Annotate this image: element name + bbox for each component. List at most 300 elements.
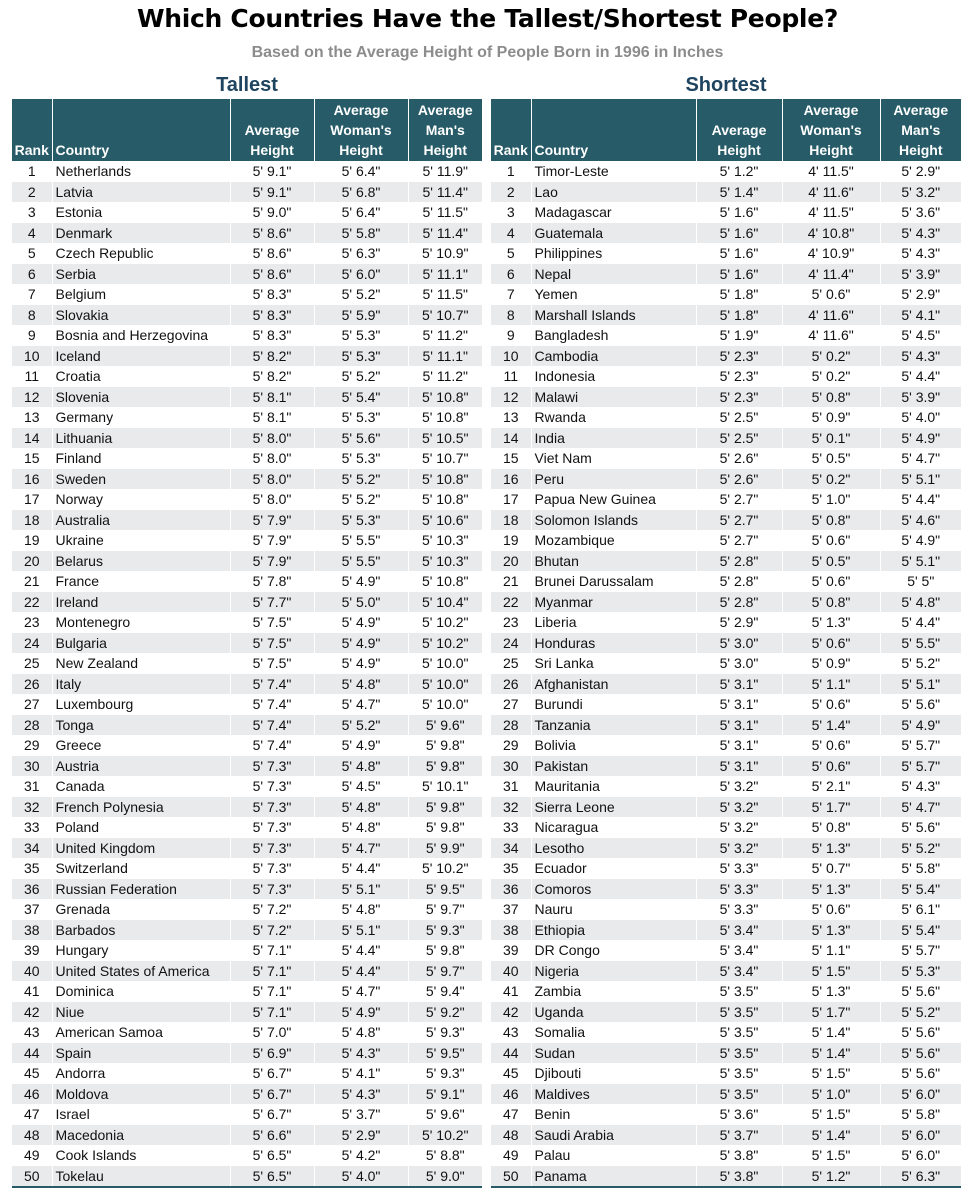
country-cell: Tonga [52,715,230,736]
average-height-cell: 5' 7.7" [230,592,314,613]
rank-cell: 5 [12,243,52,264]
average-height-cell: 5' 8.6" [230,223,314,244]
table-row [12,223,482,244]
woman-height-cell: 5' 0.6" [782,284,880,305]
average-height-cell: 5' 1.6" [696,243,782,264]
woman-height-cell: 5' 5.3" [314,407,408,428]
average-height-cell: 5' 7.3" [230,838,314,859]
country-cell: Sudan [531,1043,696,1064]
average-height-cell: 5' 1.9" [696,325,782,346]
average-height-cell: 5' 3.4" [696,961,782,982]
country-cell: Montenegro [52,612,230,633]
country-cell: Hungary [52,940,230,961]
woman-height-cell: 5' 5.2" [314,284,408,305]
man-height-cell: 5' 10.7" [421,450,469,466]
woman-height-cell: 5' 4.8" [314,817,408,838]
rank-cell: 33 [491,817,531,838]
man-height-cell: 5' 4.6" [901,511,941,528]
rank-cell: 32 [491,797,531,818]
column-header-rank: Rank [12,99,52,161]
rank-cell: 14 [12,428,52,449]
rank-cell: 30 [12,756,52,777]
average-height-cell: 5' 7.4" [230,694,314,715]
shortest-panel [491,72,961,1188]
man-height-cell: 5' 9.3" [425,1024,465,1040]
average-height-cell: 5' 7.3" [230,797,314,818]
man-height-cell: 5' 6.1" [901,901,941,917]
table-row [12,530,482,551]
woman-height-cell: 5' 0.6" [782,571,880,592]
country-cell: Rwanda [531,407,696,428]
average-height-cell: 5' 3.5" [696,1002,782,1023]
woman-height-cell: 5' 0.8" [782,510,880,531]
man-height-cell: 5' 9.2" [425,1003,465,1020]
man-height-cell: 5' 9.0" [425,1167,465,1184]
country-cell: Barbados [52,920,230,941]
country-cell: Benin [531,1104,696,1125]
woman-height-cell: 5' 6.4" [314,202,408,223]
rank-cell: 20 [491,551,531,572]
average-height-cell: 5' 7.4" [230,674,314,695]
table-row [491,674,961,695]
woman-height-cell: 5' 1.0" [782,489,880,510]
table-row [12,715,482,736]
man-height-cell: 5' 4.5" [901,327,941,343]
man-height-cell: 5' 5.5" [901,634,941,651]
average-height-cell: 5' 2.3" [696,387,782,408]
country-cell: Viet Nam [531,448,696,469]
country-cell: Ireland [52,592,230,613]
table-row [12,1104,482,1125]
rank-cell: 8 [491,305,531,326]
country-cell: Tokelau [52,1166,230,1187]
man-height-cell: 5' 5.2" [901,1003,941,1020]
rank-cell: 16 [491,469,531,490]
man-height-cell: 5' 10.6" [421,511,469,528]
country-cell: Liberia [531,612,696,633]
table-bottom-rule [491,1186,961,1188]
rank-cell: 33 [12,817,52,838]
average-height-cell: 5' 9.0" [230,202,314,223]
woman-height-cell: 5' 5.2" [314,469,408,490]
table-row [491,1063,961,1084]
table-row [12,756,482,777]
table-header-row [491,99,961,161]
table-row [491,387,961,408]
man-height-cell: 5' 10.8" [421,573,469,589]
rank-cell: 17 [491,489,531,510]
country-cell: Papua New Guinea [531,489,696,510]
man-height-cell: 5' 10.0" [421,675,469,692]
average-height-cell: 5' 1.6" [696,223,782,244]
table-row [491,920,961,941]
tallest-table [12,99,482,1186]
man-height-cell: 5' 4.9" [901,429,941,446]
man-height-cell: 5' 10.4" [421,593,469,610]
rank-cell: 7 [491,284,531,305]
woman-height-cell: 5' 4.2" [314,1145,408,1166]
woman-height-cell: 5' 4.9" [314,633,408,654]
woman-height-cell: 5' 1.3" [782,981,880,1002]
table-row [491,981,961,1002]
rank-cell: 24 [12,633,52,654]
man-height-cell: 5' 4.3" [901,347,941,364]
table-row [12,510,482,531]
country-cell: Philippines [531,243,696,264]
average-height-cell: 5' 7.1" [230,981,314,1002]
rank-cell: 42 [491,1002,531,1023]
table-row [491,756,961,777]
table-row [491,284,961,305]
man-height-cell: 5' 5.4" [901,880,941,897]
man-height-cell: 5' 3.9" [901,388,941,405]
rank-cell: 45 [12,1063,52,1084]
average-height-cell: 5' 8.3" [230,305,314,326]
man-height-cell: 5' 5.1" [901,552,941,569]
rank-cell: 31 [12,776,52,797]
country-cell: Mozambique [531,530,696,551]
rank-cell: 39 [491,940,531,961]
rank-cell: 48 [12,1125,52,1146]
rank-cell: 34 [12,838,52,859]
country-cell: Belgium [52,284,230,305]
man-height-cell: 5' 10.2" [421,634,469,651]
man-height-cell: 5' 3.9" [901,265,941,282]
man-height-cell: 5' 11.5" [422,204,469,220]
country-cell: United States of America [52,961,230,982]
rank-cell: 43 [12,1022,52,1043]
woman-height-cell: 5' 0.6" [782,756,880,777]
rank-cell: 36 [12,879,52,900]
average-height-cell: 5' 3.5" [696,1043,782,1064]
man-height-cell: 5' 10.9" [421,245,469,261]
average-height-cell: 5' 8.2" [230,346,314,367]
rank-cell: 26 [12,674,52,695]
table-row [12,1063,482,1084]
rank-cell: 27 [491,694,531,715]
average-height-cell: 5' 9.1" [230,182,314,203]
country-cell: Bosnia and Herzegovina [52,325,230,346]
country-cell: Dominica [52,981,230,1002]
average-height-cell: 5' 6.5" [230,1145,314,1166]
woman-height-cell: 5' 0.6" [782,899,880,920]
woman-height-cell: 5' 0.6" [782,735,880,756]
table-row [491,182,961,203]
country-cell: Brunei Darussalam [531,571,696,592]
average-height-cell: 5' 3.8" [696,1145,782,1166]
average-height-cell: 5' 9.1" [230,161,314,182]
rank-cell: 3 [12,202,52,223]
average-height-cell: 5' 1.8" [696,284,782,305]
woman-height-cell: 5' 1.4" [782,715,880,736]
woman-height-cell: 5' 4.9" [314,571,408,592]
average-height-cell: 5' 3.4" [696,940,782,961]
table-row [491,161,961,182]
woman-height-cell: 5' 6.4" [314,161,408,182]
woman-height-cell: 5' 5.5" [314,530,408,551]
woman-height-cell: 5' 4.8" [314,1022,408,1043]
average-height-cell: 5' 7.2" [230,920,314,941]
woman-height-cell: 5' 6.3" [314,243,408,264]
country-cell: Australia [52,510,230,531]
rank-cell: 37 [12,899,52,920]
woman-height-cell: 5' 1.5" [782,1063,880,1084]
country-cell: Peru [531,469,696,490]
average-height-cell: 5' 3.5" [696,1022,782,1043]
country-cell: Mauritania [531,776,696,797]
table-row [12,387,482,408]
table-row [491,448,961,469]
average-height-cell: 5' 2.3" [696,346,782,367]
table-row [491,366,961,387]
woman-height-cell: 5' 1.2" [782,1166,880,1187]
rank-cell: 28 [491,715,531,736]
country-cell: Nicaragua [531,817,696,838]
woman-height-cell: 4' 11.4" [782,264,880,285]
table-row [491,530,961,551]
country-cell: Bhutan [531,551,696,572]
man-height-cell: 5' 10.0" [421,696,469,712]
table-row [12,1125,482,1146]
man-height-cell: 5' 5.7" [901,757,941,774]
rank-cell: 19 [491,530,531,551]
country-cell: Solomon Islands [531,510,696,531]
man-height-cell: 5' 9.8" [425,942,465,958]
table-row [12,1145,482,1166]
table-row [12,448,482,469]
woman-height-cell: 5' 6.8" [314,182,408,203]
country-cell: Sri Lanka [531,653,696,674]
rank-cell: 23 [491,612,531,633]
man-height-cell: 5' 2.9" [901,163,941,179]
average-height-cell: 5' 3.4" [696,920,782,941]
country-cell: Moldova [52,1084,230,1105]
table-row [491,858,961,879]
woman-height-cell: 5' 4.1" [314,1063,408,1084]
rank-cell: 2 [491,182,531,203]
man-height-cell: 5' 6.3" [901,1167,941,1184]
table-row [12,776,482,797]
man-height-cell: 5' 10.8" [421,409,469,425]
woman-height-cell: 5' 1.5" [782,1145,880,1166]
country-cell: Greece [52,735,230,756]
average-height-cell: 5' 3.6" [696,1104,782,1125]
woman-height-cell: 5' 4.7" [314,838,408,859]
average-height-cell: 5' 3.7" [696,1125,782,1146]
table-row [12,981,482,1002]
average-height-cell: 5' 6.6" [230,1125,314,1146]
man-height-cell: 5' 10.1" [421,778,469,794]
country-cell: New Zealand [52,653,230,674]
rank-cell: 23 [12,612,52,633]
country-cell: Iceland [52,346,230,367]
average-height-cell: 5' 8.6" [230,243,314,264]
man-height-cell: 5' 10.2" [421,1126,469,1143]
woman-height-cell: 5' 1.1" [782,674,880,695]
table-row [12,735,482,756]
man-height-cell: 5' 9.5" [425,880,465,897]
rank-cell: 15 [12,448,52,469]
average-height-cell: 5' 8.3" [230,284,314,305]
table-row [12,325,482,346]
average-height-cell: 5' 2.7" [696,510,782,531]
country-cell: Niue [52,1002,230,1023]
woman-height-cell: 5' 1.4" [782,1043,880,1064]
woman-height-cell: 4' 11.6" [782,182,880,203]
average-height-cell: 5' 7.5" [230,633,314,654]
average-height-cell: 5' 7.9" [230,510,314,531]
man-height-cell: 5' 4.4" [901,614,941,630]
average-height-cell: 5' 7.1" [230,961,314,982]
table-row [12,838,482,859]
average-height-cell: 5' 8.0" [230,428,314,449]
table-row [12,1002,482,1023]
average-height-cell: 5' 2.5" [696,407,782,428]
table-row [12,407,482,428]
country-cell: Maldives [531,1084,696,1105]
woman-height-cell: 5' 4.9" [314,653,408,674]
woman-height-cell: 5' 5.5" [314,551,408,572]
country-cell: Switzerland [52,858,230,879]
average-height-cell: 5' 3.1" [696,674,782,695]
table-row [491,551,961,572]
average-height-cell: 5' 8.0" [230,448,314,469]
country-cell: Ukraine [52,530,230,551]
rank-cell: 12 [491,387,531,408]
man-height-cell: 5' 9.7" [425,901,465,917]
rank-cell: 41 [12,981,52,1002]
table-row [491,899,961,920]
table-row [12,674,482,695]
country-cell: United Kingdom [52,838,230,859]
rank-cell: 37 [491,899,531,920]
chart-title: Which Countries Have the Tallest/Shortest People? [136,4,839,33]
country-cell: Honduras [531,633,696,654]
man-height-cell: 5' 11.5" [422,286,469,302]
rank-cell: 8 [12,305,52,326]
country-cell: Ethiopia [531,920,696,941]
average-height-cell: 5' 2.3" [696,366,782,387]
woman-height-cell: 5' 4.9" [314,1002,408,1023]
rank-cell: 47 [491,1104,531,1125]
table-row [491,715,961,736]
woman-height-cell: 5' 1.3" [782,879,880,900]
country-cell: Nauru [531,899,696,920]
woman-height-cell: 5' 4.7" [314,981,408,1002]
table-row [12,633,482,654]
woman-height-cell: 5' 4.4" [314,940,408,961]
man-height-cell: 5' 5.6" [901,1024,941,1040]
country-cell: Macedonia [52,1125,230,1146]
column-header-rank: Rank [491,99,531,161]
rank-cell: 46 [491,1084,531,1105]
country-cell: Burundi [531,694,696,715]
rank-cell: 27 [12,694,52,715]
rank-cell: 25 [12,653,52,674]
table-row [12,366,482,387]
table-row [12,694,482,715]
table-row [12,899,482,920]
average-height-cell: 5' 1.6" [696,202,782,223]
chart-subtitle: Based on the Average Height of People Born in 1996 in Inches [251,44,724,61]
woman-height-cell: 5' 4.8" [314,756,408,777]
rank-cell: 29 [491,735,531,756]
country-cell: Belarus [52,551,230,572]
country-cell: Zambia [531,981,696,1002]
woman-height-cell: 5' 1.3" [782,612,880,633]
rank-cell: 44 [491,1043,531,1064]
woman-height-cell: 5' 6.0" [314,264,408,285]
country-cell: Bulgaria [52,633,230,654]
rank-cell: 9 [12,325,52,346]
table-row [12,469,482,490]
woman-height-cell: 5' 5.9" [314,305,408,326]
table-row [491,428,961,449]
country-cell: Lithuania [52,428,230,449]
average-height-cell: 5' 6.9" [230,1043,314,1064]
table-row [12,161,482,182]
rank-cell: 6 [491,264,531,285]
man-height-cell: 5' 10.0" [421,655,469,671]
table-row [12,243,482,264]
table-row [12,940,482,961]
man-height-cell: 5' 8.8" [425,1147,465,1163]
country-cell: Uganda [531,1002,696,1023]
woman-height-cell: 5' 4.4" [314,961,408,982]
woman-height-cell: 5' 0.5" [782,448,880,469]
rank-cell: 36 [491,879,531,900]
rank-cell: 6 [12,264,52,285]
woman-height-cell: 5' 4.4" [314,858,408,879]
man-height-cell: 5' 11.9" [422,163,469,179]
country-cell: Panama [531,1166,696,1187]
country-cell: Italy [52,674,230,695]
man-height-cell: 5' 11.1" [422,347,469,364]
man-height-cell: 5' 10.7" [421,306,469,323]
rank-cell: 1 [12,161,52,182]
woman-height-cell: 5' 4.3" [314,1043,408,1064]
average-height-cell: 5' 6.7" [230,1084,314,1105]
woman-height-cell: 5' 1.3" [782,920,880,941]
table-row [12,1043,482,1064]
man-height-cell: 5' 5.2" [901,839,941,856]
man-height-cell: 5' 9.6" [425,1106,465,1122]
man-height-cell: 5' 5.3" [901,962,941,979]
table-row [491,1084,961,1105]
man-height-cell: 5' 4.7" [901,798,941,815]
man-height-cell: 5' 5.6" [901,696,941,712]
man-height-cell: 5' 5.1" [901,675,941,692]
country-cell: Timor-Leste [531,161,696,182]
rank-cell: 9 [491,325,531,346]
average-height-cell: 5' 1.8" [696,305,782,326]
average-height-cell: 5' 3.3" [696,858,782,879]
man-height-cell: 5' 5.6" [901,983,941,999]
woman-height-cell: 5' 5.2" [314,366,408,387]
rank-cell: 31 [491,776,531,797]
man-height-cell: 5' 9.3" [425,921,465,938]
average-height-cell: 5' 2.6" [696,448,782,469]
woman-height-cell: 5' 1.0" [782,1084,880,1105]
rank-cell: 43 [491,1022,531,1043]
man-height-cell: 5' 10.2" [421,860,469,876]
average-height-cell: 5' 8.0" [230,489,314,510]
average-height-cell: 5' 3.1" [696,694,782,715]
rank-cell: 21 [12,571,52,592]
rank-cell: 20 [12,551,52,572]
woman-height-cell: 5' 1.7" [782,1002,880,1023]
woman-height-cell: 5' 0.1" [782,428,880,449]
